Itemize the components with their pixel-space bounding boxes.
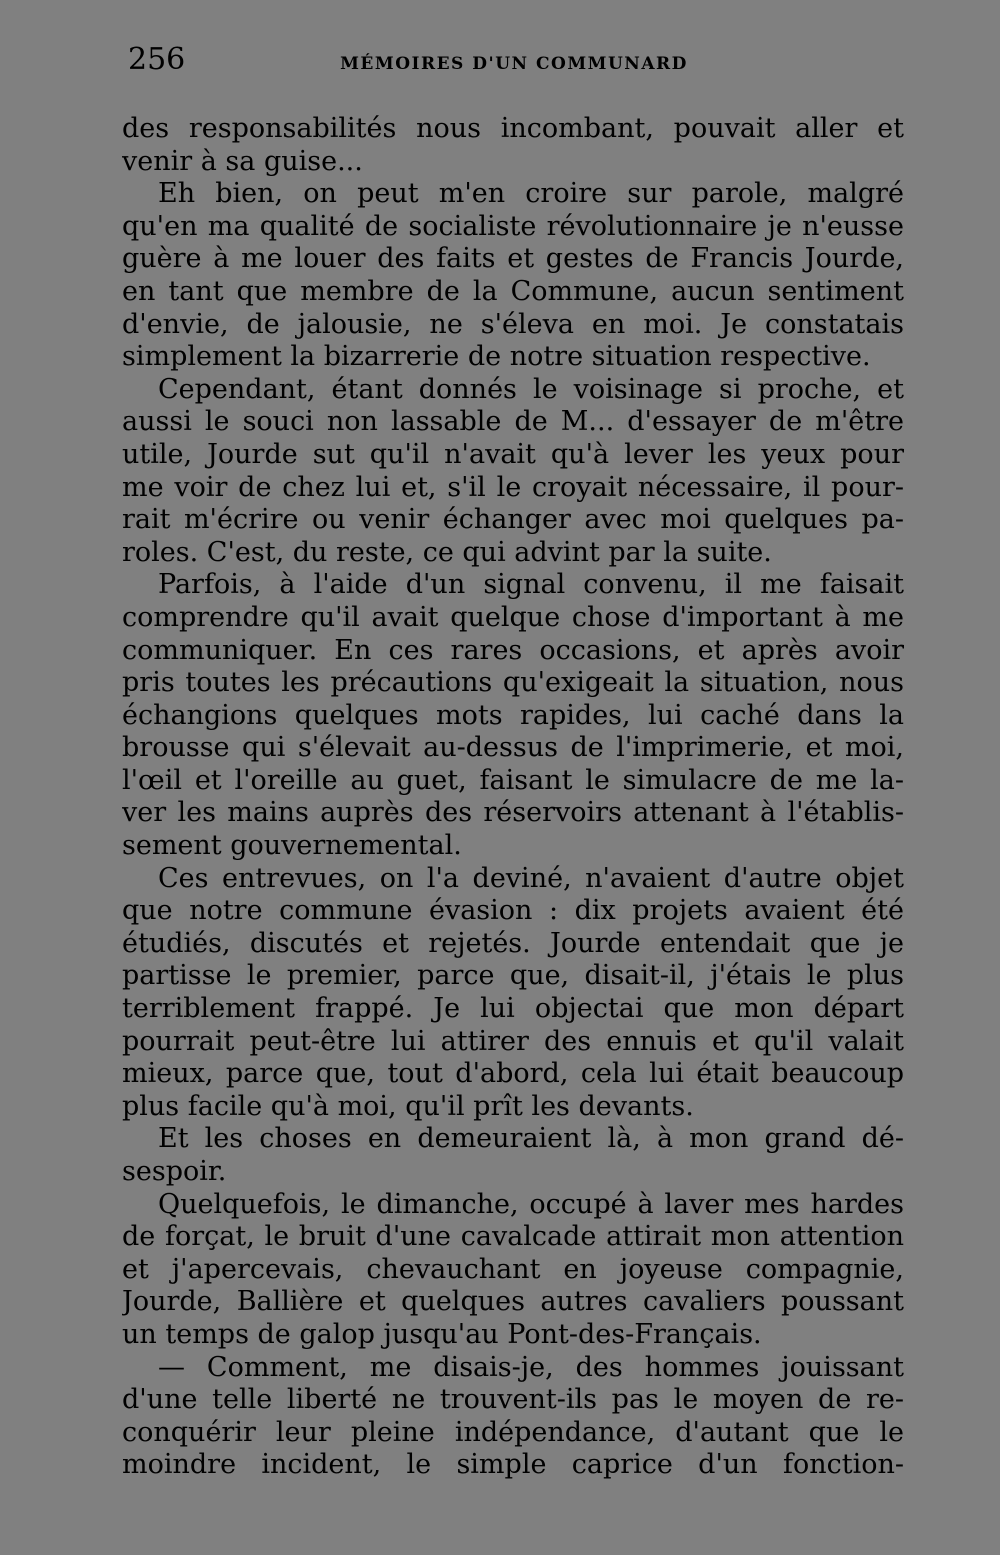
text-line: communiquer. En ces rares occasions, et après avoir bbox=[122, 634, 904, 666]
text-line: venir à sa guise... bbox=[122, 145, 363, 177]
text-line: conquérir leur pleine indépendance, d'autant que le bbox=[122, 1416, 904, 1448]
text-line: Parfois, à l'aide d'un signal convenu, il me faisait bbox=[158, 569, 904, 601]
text-line: Et les choses en demeuraient là, à mon grand dé- bbox=[158, 1123, 904, 1155]
text-line: échangions quelques mots rapides, lui caché dans la bbox=[122, 699, 904, 731]
text-line: mieux, parce que, tout d'abord, cela lui était beaucoup bbox=[122, 1058, 904, 1090]
text-line: d'une telle liberté ne trouvent-ils pas le moyen de re- bbox=[122, 1384, 904, 1416]
text-line: un temps de galop jusqu'au Pont-des-Français. bbox=[122, 1318, 762, 1350]
page-header bbox=[122, 42, 906, 82]
text-line: de forçat, le bruit d'une cavalcade attirait mon attention bbox=[122, 1221, 904, 1253]
text-line: étudiés, discutés et rejetés. Jourde entendait que je bbox=[122, 927, 904, 959]
running-title: MÉMOIRES D'UN COMMUNARD bbox=[340, 54, 688, 74]
text-line: en tant que membre de la Commune, aucun sentiment bbox=[122, 275, 904, 307]
text-line: partisse le premier, parce que, disait-il, j'étais le plus bbox=[122, 960, 904, 992]
text-line: guère à me louer des faits et gestes de Francis Jourde, bbox=[122, 243, 904, 275]
text-line: Eh bien, on peut m'en croire sur parole, malgré bbox=[158, 178, 904, 210]
text-line: comprendre qu'il avait quelque chose d'important à me bbox=[122, 601, 904, 633]
text-line: Jourde, Ballière et quelques autres cavaliers poussant bbox=[122, 1286, 904, 1318]
text-line: Quelquefois, le dimanche, occupé à laver mes hardes bbox=[158, 1188, 904, 1220]
body-text bbox=[122, 113, 904, 1482]
text-line: d'envie, de jalousie, ne s'éleva en moi. Je constatais bbox=[122, 308, 904, 340]
text-line: rait m'écrire ou venir échanger avec moi quelques pa- bbox=[122, 504, 904, 536]
text-line: utile, Jourde sut qu'il n'avait qu'à lever les yeux pour bbox=[122, 438, 904, 470]
text-line: plus facile qu'à moi, qu'il prît les devants. bbox=[122, 1090, 694, 1122]
text-line: sement gouvernemental. bbox=[122, 830, 462, 862]
text-line: qu'en ma qualité de socialiste révolutionnaire je n'eusse bbox=[122, 210, 904, 242]
text-line: pourrait peut-être lui attirer des ennuis et qu'il valait bbox=[122, 1025, 904, 1057]
text-line: l'œil et l'oreille au guet, faisant le simulacre de me la- bbox=[122, 764, 904, 796]
text-line: pris toutes les précautions qu'exigeait la situation, nous bbox=[122, 667, 904, 699]
text-line: des responsabilités nous incombant, pouvait aller et bbox=[122, 113, 904, 144]
text-line: aussi le souci non lassable de M... d'essayer de m'être bbox=[122, 406, 904, 438]
text-line: simplement la bizarrerie de notre situation respective. bbox=[122, 341, 871, 373]
text-line: sespoir. bbox=[122, 1156, 227, 1187]
text-line: Cependant, étant donnés le voisinage si proche, et bbox=[158, 373, 904, 405]
text-line: moindre incident, le simple caprice d'un fonction- bbox=[122, 1449, 904, 1481]
text-line: ver les mains auprès des réservoirs attenant à l'établis- bbox=[122, 797, 904, 829]
text-line: roles. C'est, du reste, ce qui advint par la suite. bbox=[122, 536, 772, 568]
text-line: brousse qui s'élevait au-dessus de l'imprimerie, et moi, bbox=[122, 732, 904, 764]
text-line: Ces entrevues, on l'a deviné, n'avaient d'autre objet bbox=[158, 862, 904, 894]
text-line: terriblement frappé. Je lui objectai que mon départ bbox=[122, 993, 904, 1025]
text-line: — Comment, me disais-je, des hommes jouissant bbox=[158, 1351, 904, 1383]
text-line: et j'apercevais, chevauchant en joyeuse compagnie, bbox=[122, 1253, 904, 1285]
text-line: me voir de chez lui et, s'il le croyait nécessaire, il pour- bbox=[122, 471, 904, 503]
text-line: que notre commune évasion : dix projets avaient été bbox=[122, 895, 904, 927]
page-number: 256 bbox=[128, 42, 186, 77]
